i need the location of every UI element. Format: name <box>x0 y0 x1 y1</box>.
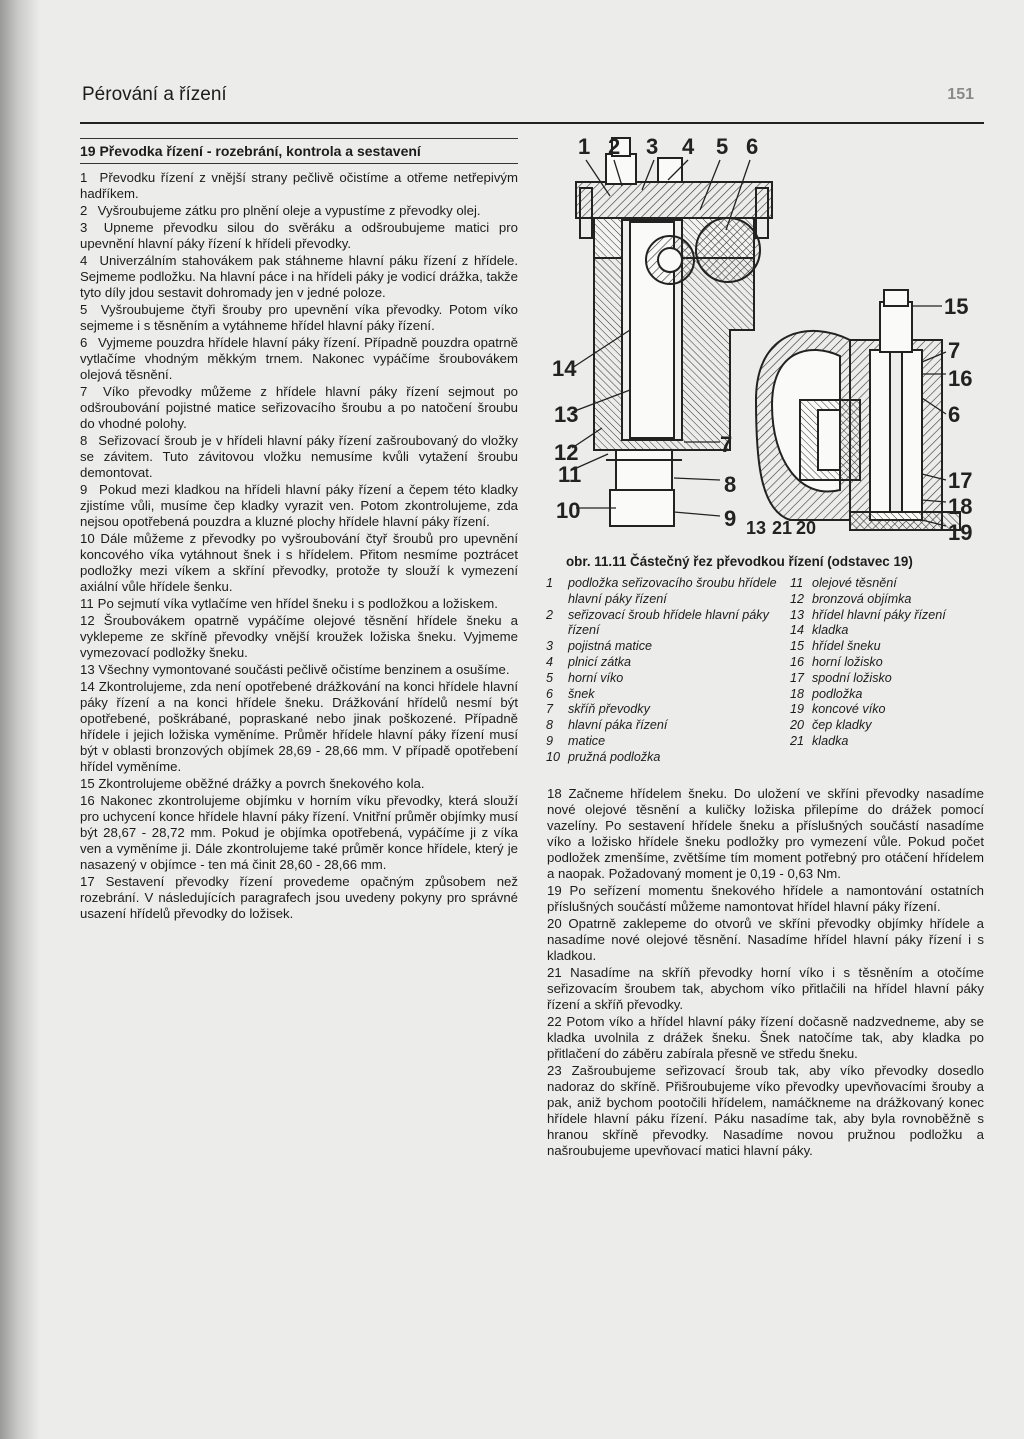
step-text: Potom víko a hřídel hlavní páky řízení dočasně nadzvedneme, aby se kladka uvolnila z drážek šneku. Šnek natočíme tak, aby kladka po přitlačení do záběru zabírala přesně ve středu šneku. <box>547 1014 984 1061</box>
legend-text: horní ložisko <box>812 654 883 669</box>
step-text: Sestavení převodky řízení provedeme opačným způsobem než rozebrání. V následujících paragrafech jsou uvedeny pokyny pro správné usazení hřídelů převodky do ložisek. <box>80 874 518 921</box>
step-number: 6 <box>80 335 88 350</box>
step-number: 8 <box>80 433 88 448</box>
callout-15: 15 <box>944 294 969 319</box>
step-paragraph <box>547 883 984 915</box>
legend-text: horní víko <box>568 670 624 685</box>
step-paragraph <box>80 793 518 873</box>
legend-number: 9 <box>546 733 554 748</box>
legend-number: 1 <box>546 576 554 590</box>
step-number: 17 <box>80 874 95 889</box>
callout-3: 3 <box>646 134 659 159</box>
step-paragraph <box>547 1014 984 1062</box>
legend-item <box>546 639 782 655</box>
step-text: Po sejmutí víka vytlačíme ven hřídel šneku i s podložkou a ložiskem. <box>94 596 498 611</box>
step-text: Univerzálním stahovákem pak stáhneme hlavní páku řízení z hřídele. Sejmeme podložku. Na hlavní páce i na hřídeli páky je vodicí drážka, takže tyto díly jdou sestavit dohromady jen v jedné poloze. <box>80 253 518 300</box>
step-text: Šroubovákem opatrně vypáčíme olejové těsnění hřídele šneku a vyklepeme ze skříně převodky vnější kroužek ložiska šneku. Vyjmeme vymezovací podložky šneku. <box>80 613 518 660</box>
step-number: 7 <box>80 384 88 399</box>
legend-item <box>790 718 986 734</box>
step-text: Zašroubujeme seřizovací šroub tak, aby víko převodky dosedlo nadoraz do skříně. Přišroubujeme víko převodky upevňovacími šrouby a pak, aniž bychom pootočili hřídelem, namáčkneme na drážkovaný konec hřídele hlavní páku řízení. Páku nasadíme tak, aby byla rovnoběžně s hranou skříně převodky. Nasadíme novou pružnou podložku a našroubujeme upevňovací matici hlavní páky. <box>547 1063 984 1158</box>
section-title: 19 Převodka řízení - rozebrání, kontrola a sestavení <box>80 138 518 164</box>
step-paragraph <box>547 786 984 882</box>
callout-7: 7 <box>948 338 961 363</box>
step-number: 13 <box>80 662 95 677</box>
step-paragraph <box>80 662 518 678</box>
legend-item <box>546 687 782 703</box>
step-number: 11 <box>80 596 94 611</box>
legend-number: 8 <box>546 718 554 733</box>
step-text: Pokud mezi kladkou na hřídeli hlavní páky řízení a čepem této kladky zjistíme vůli, musíme čep kladky vyrazit ven. Potom zkontrolujeme, zda nejsou opotřebená pouzdra a kluzné plochy hřídele hlavní páky řízení. <box>80 482 518 529</box>
step-text: Nakonec zkontrolujeme objímku v horním víku převodky, která slouží pro uchycení konce hřídele hlavní páky řízení. Vnitřní průměr objímky musí být 28,67 - 28,72 mm. Pokud je objímka opotřebená, vypáčíme ji z víka ven a vyměníme ji. Dále zkontrolujeme také průměr konce hřídele, který je nasazený v objímce - ten má činit 28,60 - 28,66 mm. <box>80 793 518 872</box>
legend-number: 6 <box>546 686 554 701</box>
legend-text: čep kladky <box>812 718 872 733</box>
step-text: Dále můžeme z převodky po vyšroubování čtyř šroubů pro upevnění koncového víka vytáhnout šnek i s hřídelem. Přitom nesmíme poztrácet podložky mezi víkem a skříní převodky, protože ty slouží k vymezení axiální vůle hřídele šenku. <box>80 531 518 594</box>
legend-number: 17 <box>790 670 805 685</box>
legend-text: podložka <box>812 686 863 701</box>
legend-item <box>790 671 986 687</box>
step-paragraph <box>80 596 518 612</box>
callout-2: 2 <box>608 134 621 159</box>
legend-text: bronzová objímka <box>812 591 912 606</box>
step-number: 5 <box>80 302 88 317</box>
legend-item <box>790 608 986 624</box>
legend-text: pojistná matice <box>568 639 652 654</box>
step-paragraph <box>80 170 518 202</box>
step-text: Po seřízení momentu šnekového hřídele a namontování ostatních příslušných součástí můžeme namontovat hřídel hlavní páky řízení. <box>547 883 984 914</box>
legend-item <box>546 608 782 640</box>
legend-number: 19 <box>790 702 805 717</box>
step-text: Vyjmeme pouzdra hřídele hlavní páky řízení. Případně pouzdra opatrně vytlačíme vhodným měkkým trnem. Nakonec vypáčíme šroubovákem olejová těsnění. <box>80 335 518 382</box>
step-paragraph <box>80 531 518 595</box>
steering-box-figure <box>550 130 990 550</box>
step-text: Převodku řízení z vnější strany pečlivě očistíme a otřeme netřepivým hadříkem. <box>80 170 518 201</box>
step-number: 12 <box>80 613 95 628</box>
step-text: Zkontrolujeme, zda není opotřebené drážkování na konci hřídele hlavní páky řízení a na konci hřídele šneku. Drážkování hřídelů nesmí být opotřebené, poškrábané, popraskané nebo jinak poškozené. Případně hřídele i jejich ložiska vyměníme. Průměr hřídele hlavní páky řízení musí být v oblasti bronzových objímek 28,69 - 28,66 mm. V případě opotřebení hřídel vyměníme. <box>80 679 518 774</box>
legend-number: 4 <box>546 654 554 669</box>
steps-list-left <box>80 170 518 922</box>
step-number: 3 <box>80 220 88 235</box>
legend-item <box>790 592 986 608</box>
callout-9: 9 <box>724 506 737 531</box>
legend-number: 5 <box>546 670 554 685</box>
step-number: 10 <box>80 531 95 546</box>
right-column <box>547 786 984 1160</box>
legend-text: hřídel šneku <box>812 639 881 654</box>
page-binding-shadow <box>0 0 40 1439</box>
legend-number: 10 <box>546 749 561 764</box>
callout-11: 11 <box>558 462 582 487</box>
legend-number: 21 <box>790 733 805 748</box>
legend-item <box>546 702 782 718</box>
step-paragraph <box>547 916 984 964</box>
step-paragraph <box>80 482 518 530</box>
callout-14: 14 <box>552 356 577 381</box>
legend-item <box>790 702 986 718</box>
step-text: Seřizovací šroub je v hřídeli hlavní páky řízení zašroubovaný do vložky se závitem. Tuto závitovou vložku nemusíme kvůli vytažení šroubu demontovat. <box>80 433 518 480</box>
legend-number: 20 <box>790 718 805 733</box>
step-number: 14 <box>80 679 95 694</box>
legend-number: 11 <box>790 576 804 590</box>
legend-text: spodní ložisko <box>812 670 892 685</box>
legend-item <box>790 623 986 639</box>
header-rule <box>80 122 984 124</box>
step-paragraph <box>80 335 518 383</box>
step-paragraph <box>80 874 518 922</box>
step-paragraph <box>80 203 518 219</box>
legend-text: kladka <box>812 733 849 748</box>
page-number: 151 <box>947 86 974 103</box>
callout-7: 7 <box>720 432 733 457</box>
legend-column-right <box>790 576 986 750</box>
callout-6: 6 <box>948 402 961 427</box>
step-text: Začneme hřídelem šneku. Do uložení ve skříni převodky nasadíme nové olejové těsnění a kuličky ložiska přilepíme do drážek pomocí vazelíny. Po sestavení hřídele šneku a příslušných součástí nasadíme víko a ložisko hřídele šneku podložky pro vymezení vůle. Pokud počet podložek zmenšíme, zvětšíme tím moment potřebný pro otáčení hřídelem a naopak. Požadovaný moment je 0,19 - 0,63 Nm. <box>547 786 984 881</box>
callout-4: 4 <box>682 134 695 159</box>
step-paragraph <box>547 1063 984 1159</box>
legend-text: plnicí zátka <box>568 654 631 669</box>
legend-text: šnek <box>568 686 595 701</box>
legend-item <box>546 576 782 608</box>
step-text: Vyšroubujeme zátku pro plnění oleje a vypustíme z převodky olej. <box>94 203 481 218</box>
step-text: Víko převodky můžeme z hřídele hlavní páky řízení sejmout po odšroubování pojistné matice seřizovacího šroubu a po natočení šroubu do vhodné polohy. <box>80 384 518 431</box>
legend-item <box>790 655 986 671</box>
legend-item <box>546 750 782 766</box>
legend-item <box>790 687 986 703</box>
legend-text: seřizovací šroub hřídele hlavní páky řízení <box>568 607 769 638</box>
callout-13: 13 <box>554 402 579 427</box>
callout-12: 12 <box>554 440 579 465</box>
step-text: Všechny vymontované součásti pečlivě očistíme benzinem a osušíme. <box>94 662 510 677</box>
legend-number: 7 <box>546 702 554 717</box>
step-paragraph <box>80 220 518 252</box>
step-number: 23 <box>547 1063 562 1078</box>
legend-number: 15 <box>790 639 805 654</box>
step-number: 2 <box>80 203 88 218</box>
legend-number: 2 <box>546 607 554 622</box>
callout-18: 18 <box>948 494 973 519</box>
callout-10: 10 <box>556 498 581 523</box>
callout-19: 19 <box>948 520 973 545</box>
step-number: 1 <box>80 170 88 185</box>
step-number: 21 <box>547 965 562 980</box>
step-paragraph <box>80 302 518 334</box>
step-number: 22 <box>547 1014 562 1029</box>
legend-text: podložka seřizovacího šroubu hřídele hlavní páky řízení <box>568 576 777 606</box>
steering-box-drawing <box>550 130 990 550</box>
step-text: Vyšroubujeme čtyři šrouby pro upevnění víka převodky. Potom víko sejmeme i s těsněním a vytáhneme hřídel hlavní páky řízení. <box>80 302 518 333</box>
legend-item <box>790 734 986 750</box>
legend-number: 13 <box>790 607 805 622</box>
legend-item <box>546 718 782 734</box>
step-paragraph <box>80 384 518 432</box>
step-paragraph <box>80 613 518 661</box>
legend-item <box>546 671 782 687</box>
callout-16: 16 <box>948 366 973 391</box>
running-header: Pérování a řízení <box>82 84 227 105</box>
step-paragraph <box>80 776 518 792</box>
callout-6: 6 <box>746 134 759 159</box>
legend-number: 14 <box>790 623 805 638</box>
step-paragraph <box>547 965 984 1013</box>
step-text: Zkontrolujeme oběžné drážky a povrch šnekového kola. <box>94 776 425 791</box>
legend-number: 12 <box>790 591 805 606</box>
legend-item <box>790 576 986 592</box>
callout-13: 13 <box>746 518 767 538</box>
step-paragraph <box>80 253 518 301</box>
legend-item <box>546 655 782 671</box>
callout-21: 21 <box>772 518 793 538</box>
legend-text: matice <box>568 733 606 748</box>
legend-text: koncové víko <box>812 702 886 717</box>
legend-text: kladka <box>812 623 849 638</box>
figure-caption: obr. 11.11 Částečný řez převodkou řízení (odstavec 19) <box>566 554 913 569</box>
step-text: Nasadíme na skříň převodky horní víko i s těsněním a otočíme seřizovacím šroubem tak, abychom víko přitlačili na hřídel hlavní páky řízení a skříň převodky. <box>547 965 984 1012</box>
step-text: Upneme převodku silou do svěráku a odšroubujeme matici pro upevnění hlavní páky řízení k hřídeli převodky. <box>80 220 518 251</box>
step-number: 20 <box>547 916 562 931</box>
legend-text: pružná podložka <box>568 749 661 764</box>
legend-item <box>790 639 986 655</box>
callout-5: 5 <box>716 134 729 159</box>
step-number: 16 <box>80 793 95 808</box>
legend-item <box>546 734 782 750</box>
legend-text: skříň převodky <box>568 702 650 717</box>
step-number: 9 <box>80 482 88 497</box>
step-paragraph <box>80 679 518 775</box>
legend-number: 16 <box>790 654 805 669</box>
step-number: 19 <box>547 883 562 898</box>
callout-8: 8 <box>724 472 737 497</box>
steps-list-right <box>547 786 984 1159</box>
callout-1: 1 <box>578 134 591 159</box>
legend-text: hlavní páka řízení <box>568 718 668 733</box>
step-text: Opatrně zaklepeme do otvorů ve skříni převodky objímky hřídele a nasadíme nové olejové těsnění. Nasadíme hřídel hlavní páky řízení i s kladkou. <box>547 916 984 963</box>
callout-20: 20 <box>796 518 817 538</box>
callout-17: 17 <box>948 468 973 493</box>
legend-number: 18 <box>790 686 805 701</box>
legend-number: 3 <box>546 639 554 654</box>
legend-text: olejové těsnění <box>812 576 897 590</box>
step-number: 15 <box>80 776 95 791</box>
step-number: 18 <box>547 786 562 801</box>
legend-column-left <box>546 576 782 766</box>
legend-text: hřídel hlavní páky řízení <box>812 607 946 622</box>
step-paragraph <box>80 433 518 481</box>
step-number: 4 <box>80 253 88 268</box>
left-column <box>80 138 518 923</box>
